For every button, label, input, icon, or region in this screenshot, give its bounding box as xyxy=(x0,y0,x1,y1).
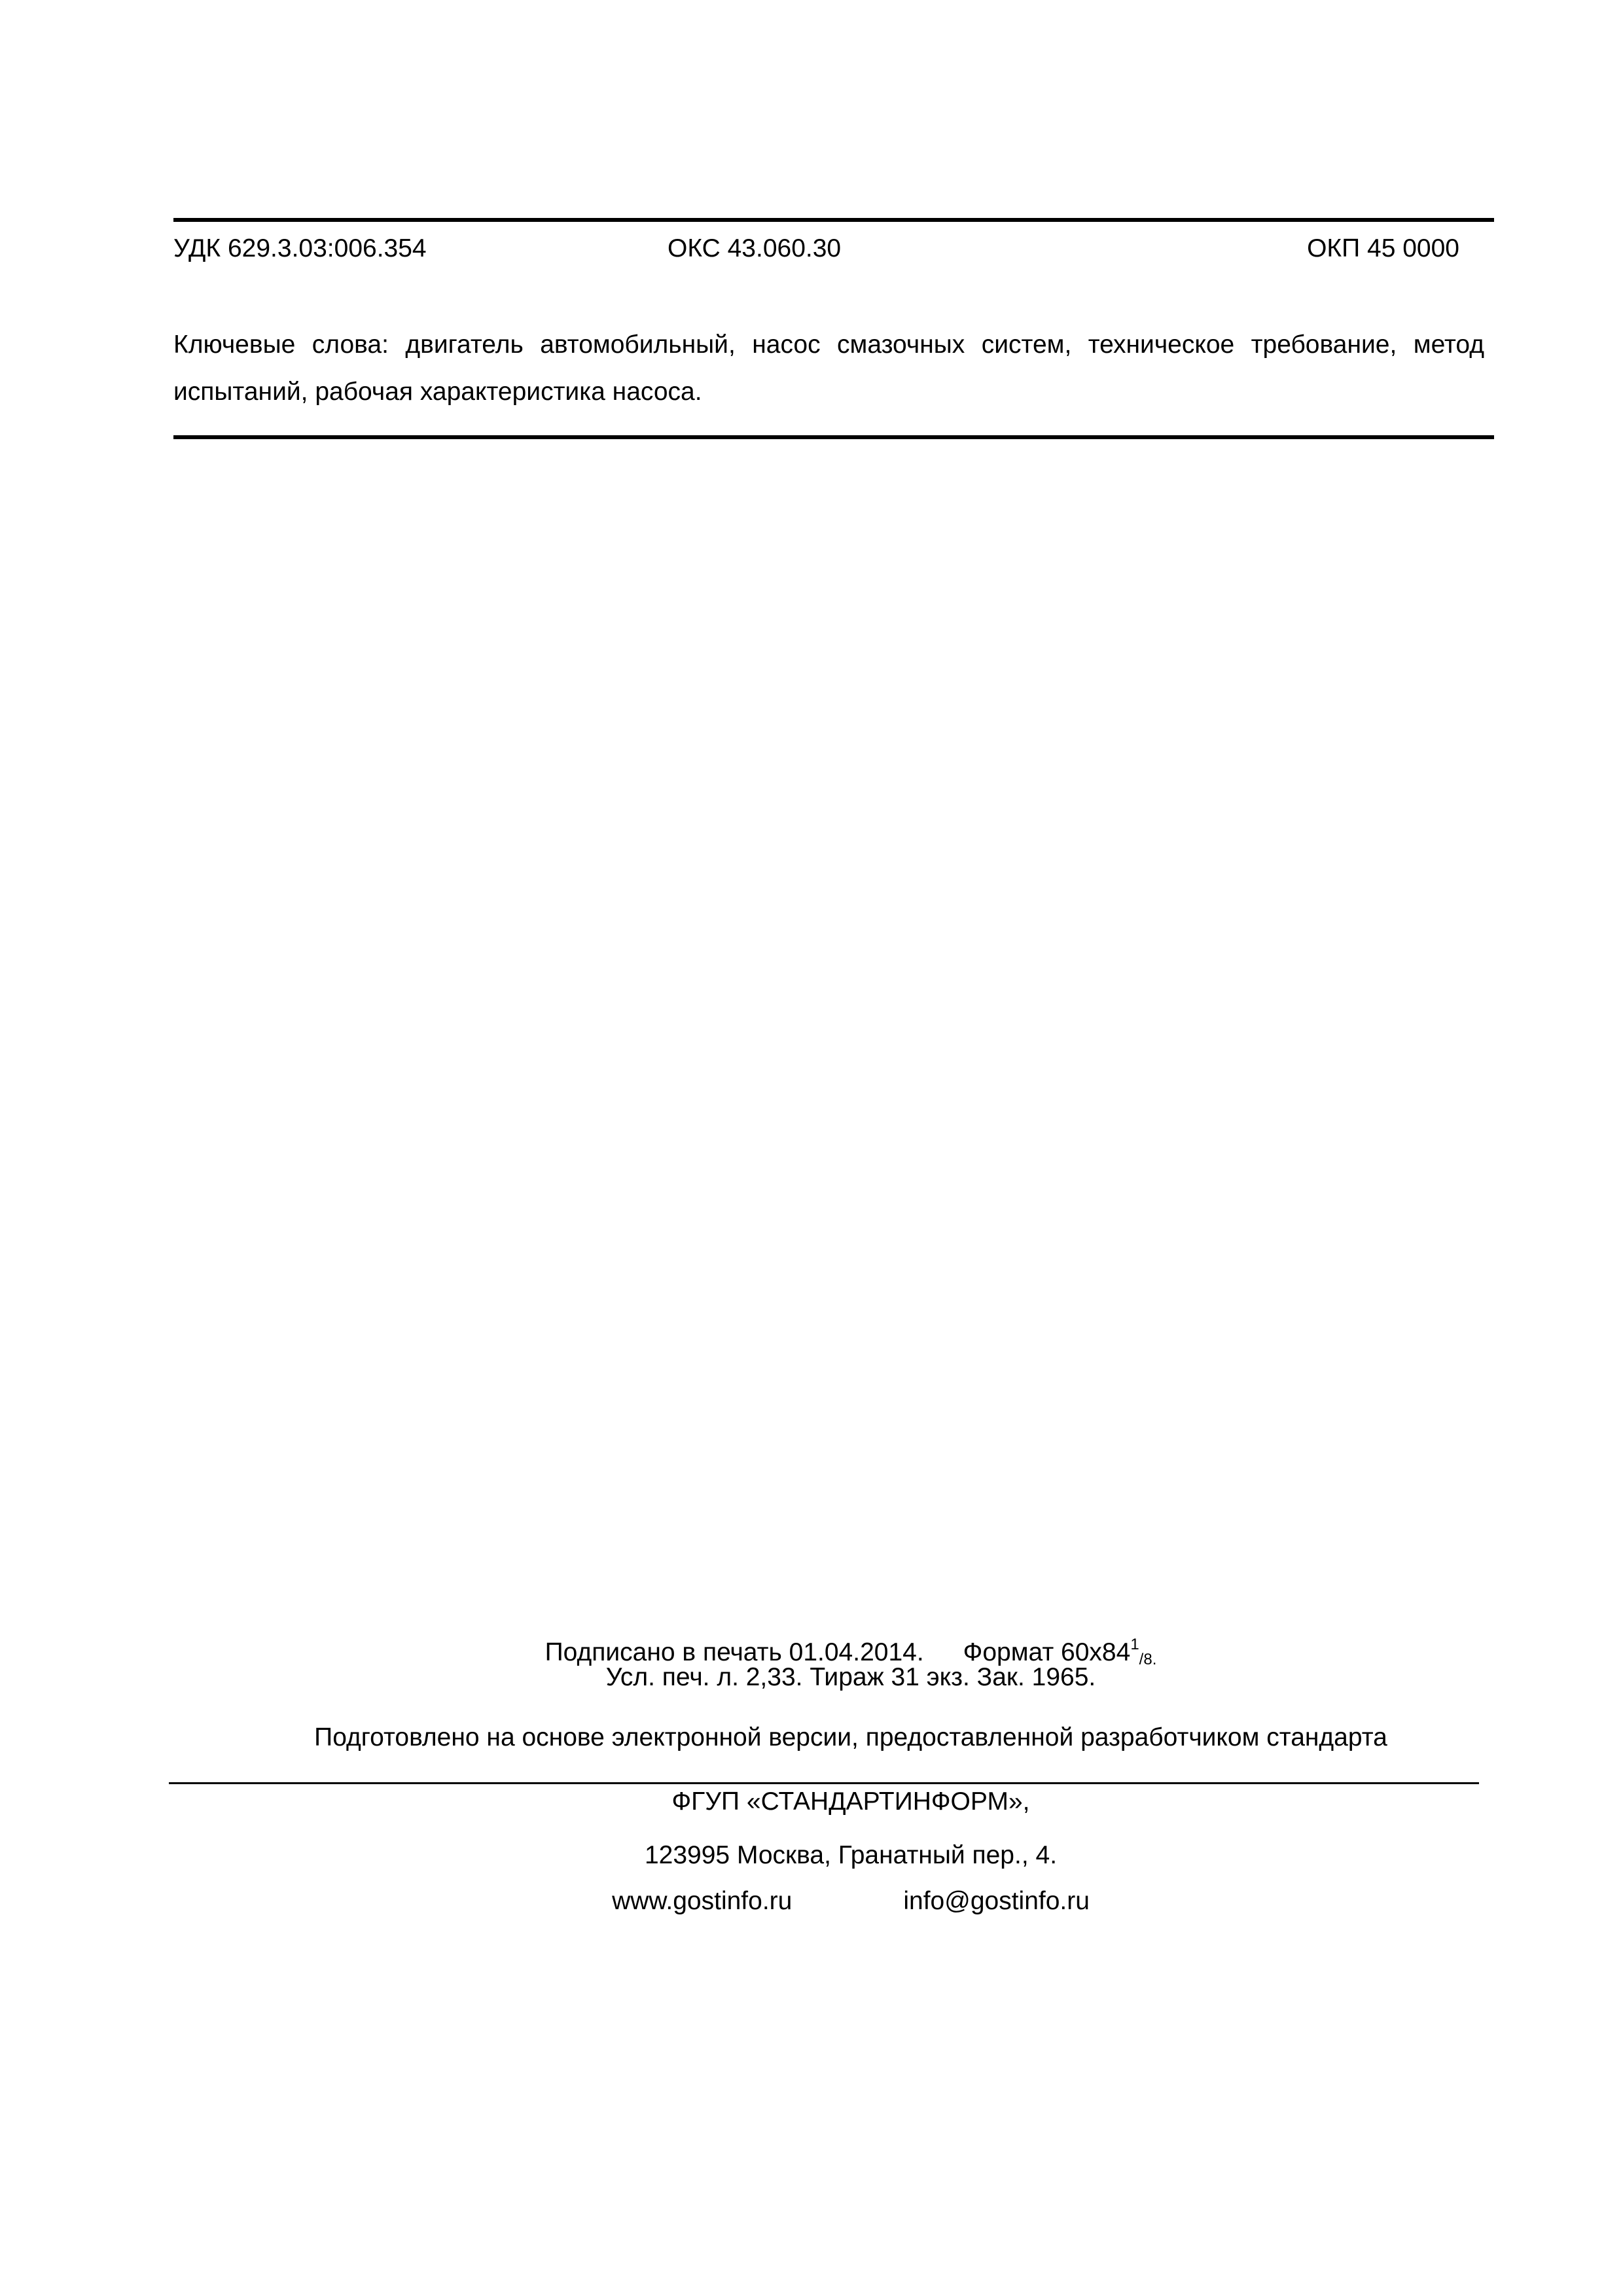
format-numerator: 1 xyxy=(1130,1636,1139,1653)
contact-line xyxy=(0,1885,1623,1918)
prepared-note: Подготовлено на основе электронной версии, предоставленной разработчиком стандарта xyxy=(314,1723,1387,1751)
udc-code: УДК 629.3.03:006.354 xyxy=(173,234,427,262)
signed-date: Подписано в печать 01.04.2014. xyxy=(544,1638,924,1666)
imprint-rule xyxy=(169,1782,1479,1784)
print-run-line: Усл. печ. л. 2,33. Тираж 31 экз. Зак. 1965. xyxy=(605,1663,1096,1691)
okp-code: ОКП 45 0000 xyxy=(1307,234,1459,262)
top-rule xyxy=(173,218,1494,222)
publisher-address: 123995 Москва, Гранатный пер., 4. xyxy=(644,1841,1058,1869)
website-link[interactable]: www.gostinfo.ru xyxy=(612,1887,793,1915)
oks-code: ОКС 43.060.30 xyxy=(668,234,842,262)
format-label: Формат 60x84 xyxy=(963,1638,1131,1666)
publisher-name: ФГУП «СТАНДАРТИНФОРМ», xyxy=(671,1787,1030,1816)
keywords-bottom-rule xyxy=(173,435,1494,439)
format-denominator: /8. xyxy=(1139,1651,1157,1668)
email-link[interactable]: info@gostinfo.ru xyxy=(903,1887,1090,1915)
keywords-paragraph: Ключевые слова: двигатель автомобильный, насос смазочных систем, техническое требование, метод испытаний, рабочая характеристика насоса. xyxy=(173,331,1484,406)
classifier-codes xyxy=(173,232,1459,265)
